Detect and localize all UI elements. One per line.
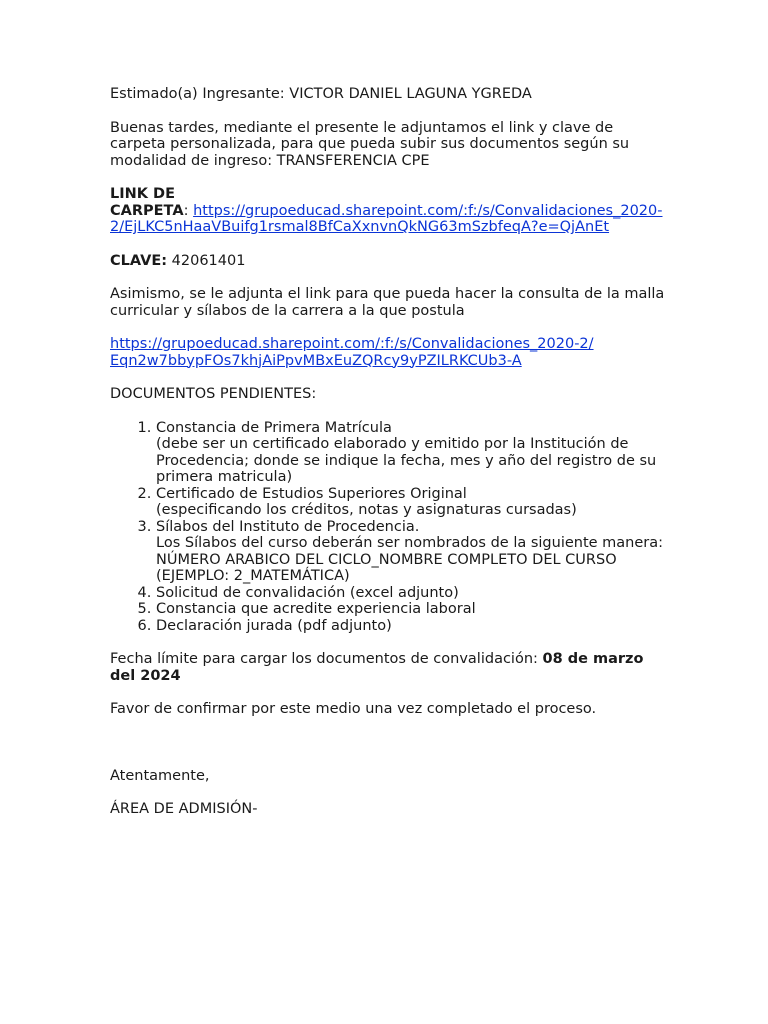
deadline-text: Fecha límite para cargar los documentos de convalidación:: [110, 651, 543, 667]
list-item: [156, 519, 670, 585]
curriculum-link-part-1[interactable]: https://grupoeducad.sharepoint.com/:f:/s/Convalidaciones_2020-2/: [110, 336, 594, 352]
list-item-title: Solicitud de convalidación (excel adjunto): [156, 584, 459, 601]
recipient-name: VICTOR DANIEL LAGUNA YGREDA: [289, 86, 532, 102]
key-label: CLAVE:: [110, 252, 168, 269]
deadline-date: 08 de marzo del 2024: [110, 651, 644, 684]
signature-line: ÁREA DE ADMISIÓN-: [110, 801, 258, 817]
list-item: [156, 618, 670, 635]
pending-list: [110, 420, 670, 635]
list-item-title: Constancia de Primera Matrícula: [156, 419, 392, 436]
greeting-line: [110, 86, 670, 103]
spacer: [110, 735, 670, 768]
pending-title: DOCUMENTOS PENDIENTES:: [110, 386, 317, 402]
folder-link-label: LINK DE CARPETA: [110, 186, 184, 219]
key-paragraph: [110, 253, 670, 270]
email-document: [110, 86, 670, 835]
deadline-paragraph: [110, 651, 670, 684]
closing-line: Atentamente,: [110, 767, 210, 784]
intro-paragraph: Buenas tardes, mediante el presente le adjuntamos el link y clave de carpeta personalizada, para que pueda subir sus documentos según su modalidad de ingreso: TRANSFERENCIA CPE: [110, 119, 630, 169]
folder-link-paragraph: [110, 186, 670, 236]
confirm-paragraph: Favor de confirmar por este medio una vez completado el proceso.: [110, 701, 597, 717]
greeting-prefix: Estimado(a) Ingresante:: [110, 86, 290, 102]
folder-link-separator: :: [183, 202, 194, 219]
curriculum-link[interactable]: [110, 336, 594, 369]
key-value: 42061401: [167, 252, 246, 269]
list-item-detail: Los Sílabos del curso deberán ser nombrados de la siguiente manera: NÚMERO ARABICO DEL CICLO_NOMBRE COMPLETO DEL CURSO (EJEMPLO: 2_MATEMÁTICA): [156, 535, 664, 584]
list-item-title: Declaración jurada (pdf adjunto): [156, 617, 392, 634]
list-item: [156, 585, 670, 602]
list-item: [156, 601, 670, 618]
list-item-title: Constancia que acredite experiencia laboral: [156, 601, 476, 617]
list-item: [156, 420, 670, 486]
list-item-detail: (especificando los créditos, notas y asignaturas cursadas): [156, 502, 577, 518]
curriculum-paragraph: Asimismo, se le adjunta el link para que pueda hacer la consulta de la malla curricular y sílabos de la carrera a la que postula: [110, 286, 665, 319]
curriculum-link-part-2[interactable]: Eqn2w7bbypFOs7khjAiPpvMBxEuZQRcy9yPZILRKCUb3-A: [110, 352, 522, 369]
list-item-title: Sílabos del Instituto de Procedencia.: [156, 518, 420, 535]
list-item-detail: (debe ser un certificado elaborado y emitido por la Institución de Procedencia; donde se indique la fecha, mes y año del registro de su primera matricula): [156, 436, 657, 485]
list-item-title: Certificado de Estudios Superiores Original: [156, 485, 467, 502]
curriculum-link-paragraph: [110, 336, 670, 369]
folder-link[interactable]: https://grupoeducad.sharepoint.com/:f:/s/Convalidaciones_2020-2/EjLKC5nHaaVBuifg1rsmal8BfCaXxnvnQkNG63mSzbfeqA?e=QjAnEt: [110, 202, 663, 235]
list-item: [156, 486, 670, 519]
